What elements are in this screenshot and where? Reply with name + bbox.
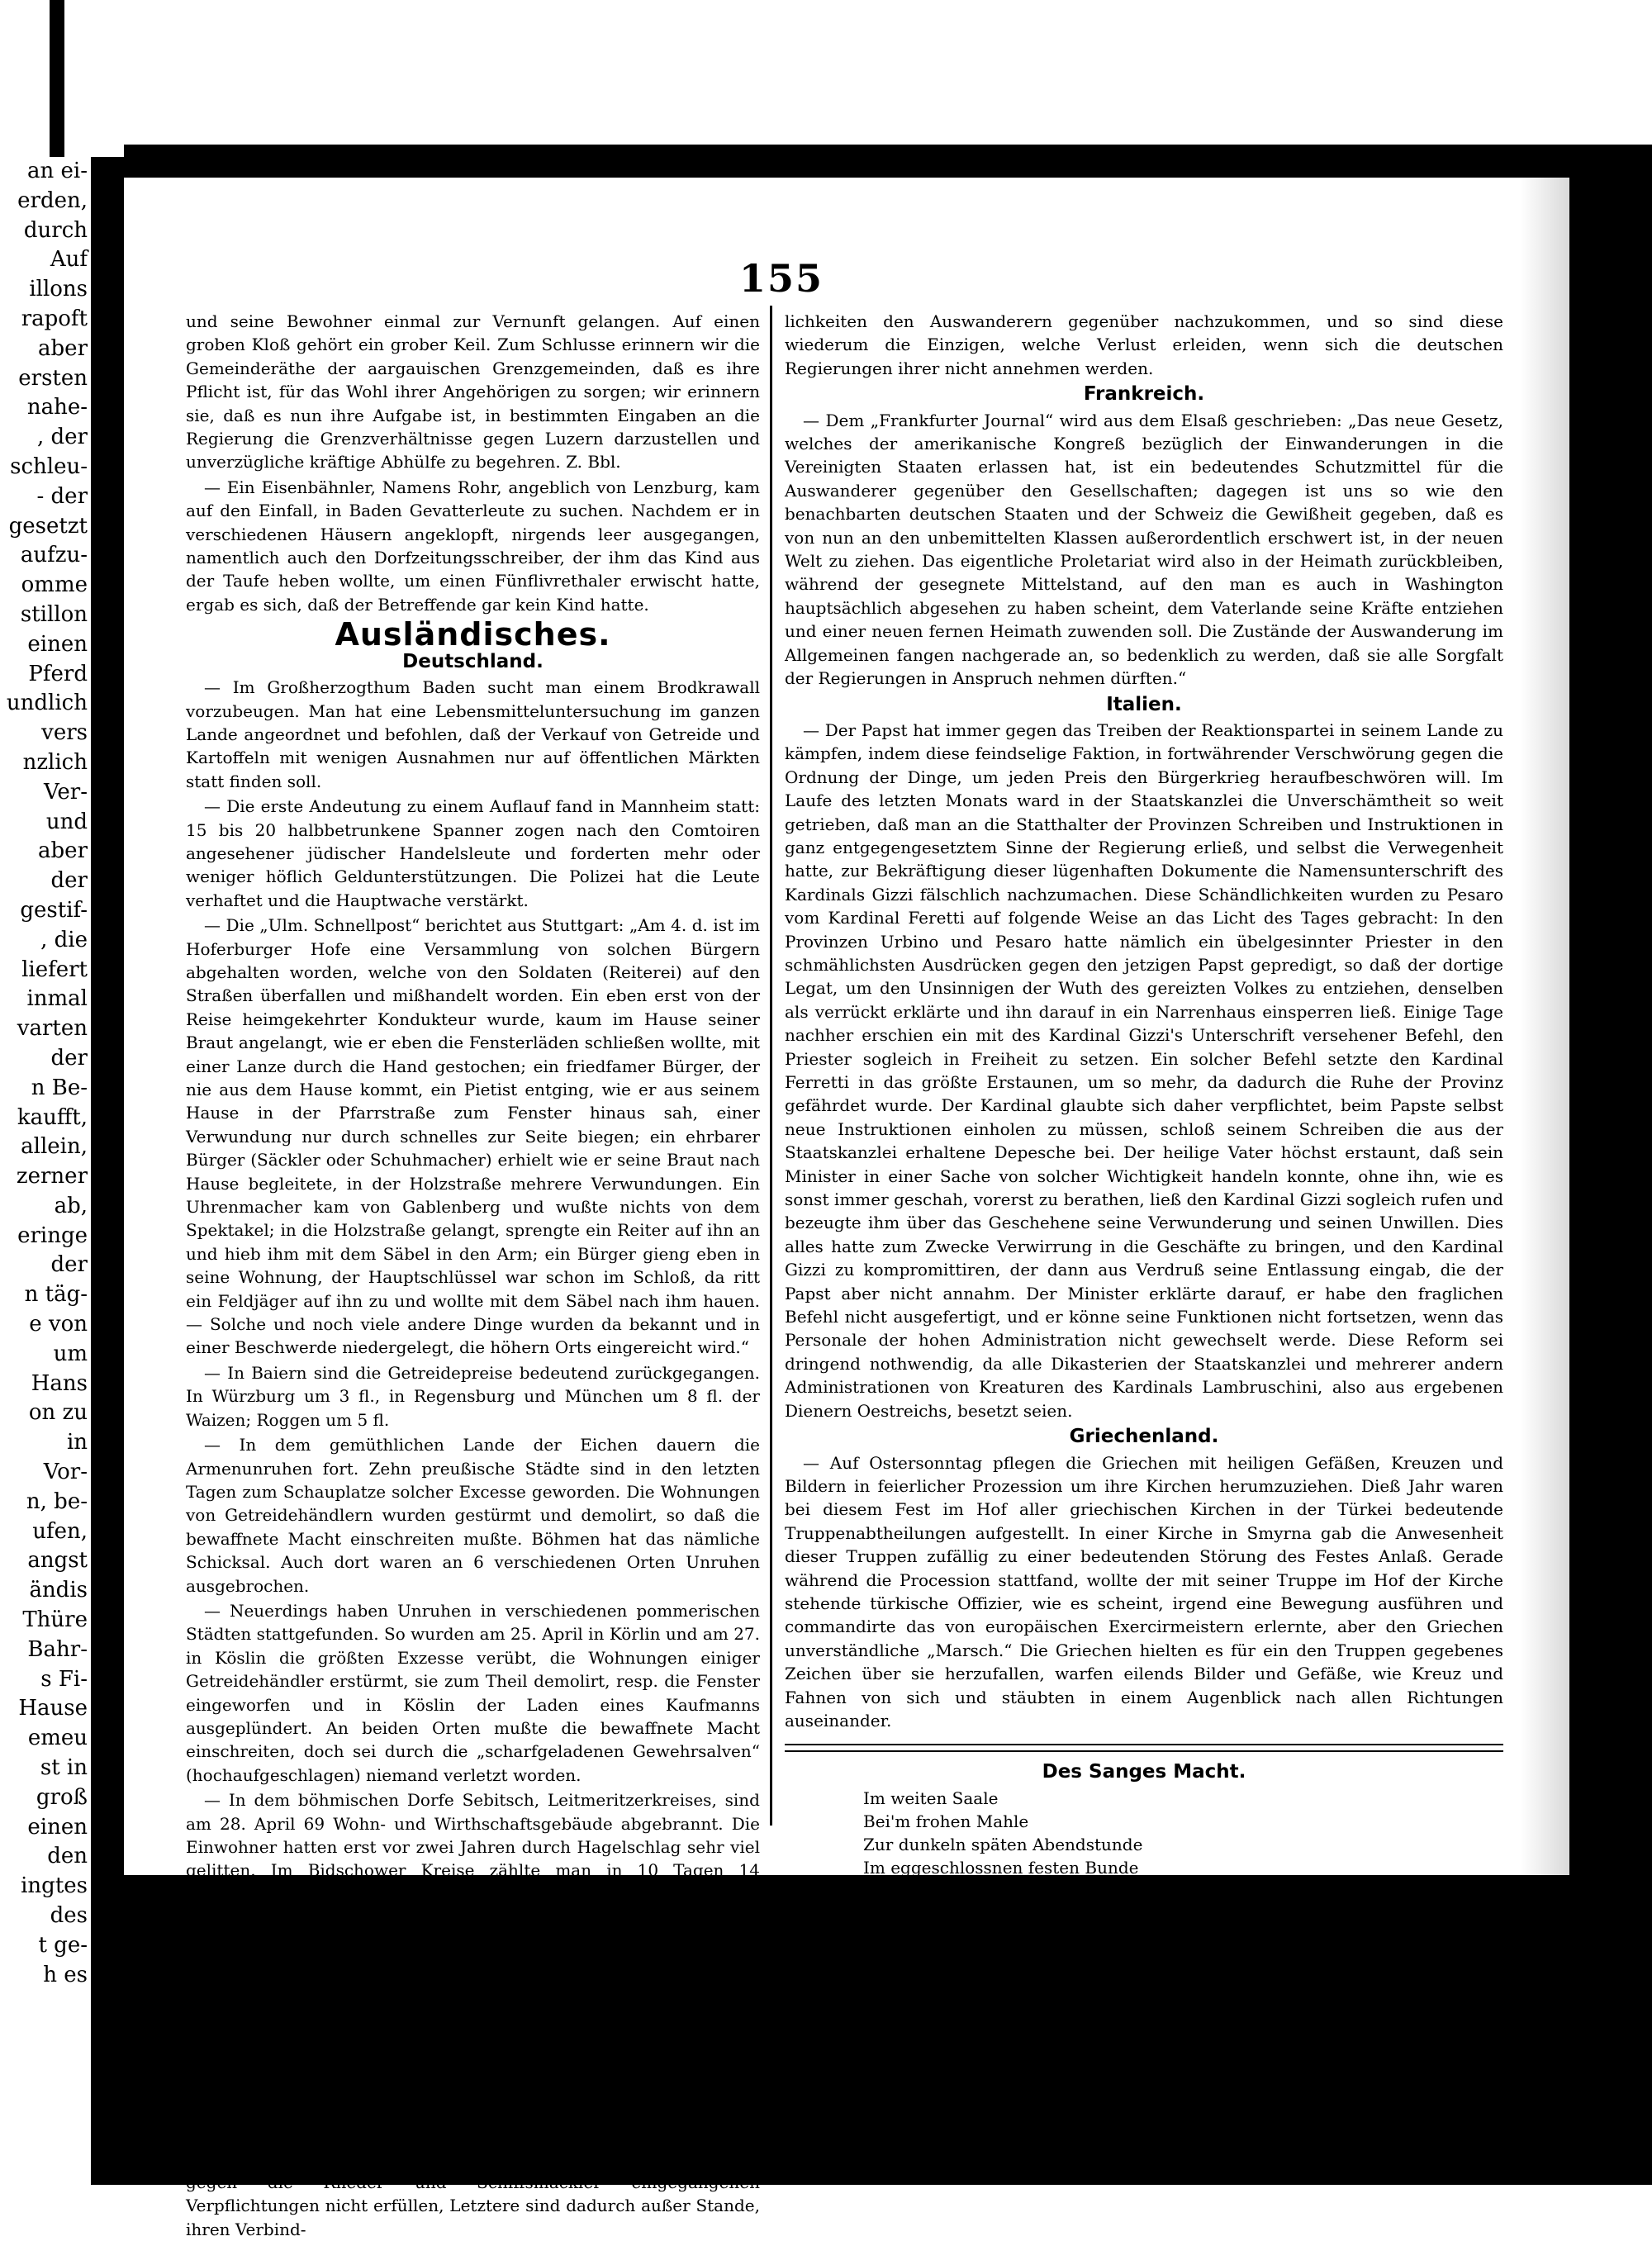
page-curl-shade xyxy=(1520,178,1569,1875)
subsection-griechenland: Griechenland. xyxy=(1069,1426,1219,1448)
facing-page-fragment: - der xyxy=(36,483,88,509)
facing-page-fragment: ingtes xyxy=(21,1873,88,1899)
facing-page-fragment: der xyxy=(50,1045,88,1071)
netherlands-articles xyxy=(186,2053,760,2241)
facing-page-fragment: schleu- xyxy=(10,453,88,479)
facing-page-fragment: ersten xyxy=(18,365,88,391)
facing-page-fragment: Hans xyxy=(31,1370,88,1396)
facing-page-fragment: groß xyxy=(36,1784,88,1810)
facing-page-fragment: Pferd xyxy=(28,661,88,686)
germany-articles xyxy=(186,676,760,2025)
left-column xyxy=(186,310,760,2239)
poem-verses xyxy=(863,1787,1503,1972)
newspaper-page xyxy=(124,178,1569,2239)
article-paragraph: — Die erste Andeutung zu einem Auflauf fand in Mannheim statt: 15 bis 20 halbbetrunkene Spanner zogen nach den Comtoiren angesehener jüdischer Handelsleute und forderten mehr oder weniger höflich Geldunterstützungen. Die Polizei hat die Leute verhaftet und die Hauptwache verstärkt. xyxy=(186,796,760,910)
facing-page-fragment: varten xyxy=(17,1016,88,1042)
facing-page-fragment: nahe- xyxy=(26,395,88,420)
facing-page-fragment: allein, xyxy=(21,1134,88,1160)
double-rule-divider xyxy=(785,1744,1503,1752)
facing-page-fragment: aber xyxy=(38,335,88,361)
article-paragraph: — Ein Eisenbähnler, Namens Rohr, angeblich von Lenzburg, kam auf den Einfall, in Baden Gevatterleute zu suchen. Nachdem er in verschiedenen Häusern angeklopft, nirgends leer ausgegangen, namentlich auch den Dorfzeitungsschreiber, der ihm das Kind aus der Taufe heben wollte, um einen Fünflivrethaler erwischt hatte, ergab es sich, daß der Betreffende gar kein Kind hatte. xyxy=(186,477,760,615)
facing-page-edge xyxy=(0,157,93,1987)
poem-line: Schallt manche Stimme, xyxy=(863,1949,1068,1970)
article-paragraph: — Die „Ulm. Schnellpost“ berichtet aus Stuttgart: „Am 4. d. ist im Hoferburger Hofe eine Versammlung von solchen Bürgern abgehalten worden, welche von den Soldaten (Reiterei) auf den Straßen überfallen und mißhandelt worden. Ein eben erst von der Reise heimgekehrter Kondukteur wurde, kaum im Hause seiner Braut angelangt, wie er eben die Fensterläden schließen wollte, mit einer Lanze durch die Hand gestochen; ein friedfamer Bürger, der nie aus dem Hause kommt, ein Pietist entging, wie er aus seinem Hause in der Pfarrstraße zum Fenster hinaus sah, einer Verwundung nur durch schnelles zur Seite biegen; ein ehrbarer Bürger (Säckler oder Schuhmacher) erhielt wie er seine Braut nach Hause begleitete, in der Holzstraße mehrere Verwundungen. Ein Uhrenmacher kam von Gablenberg und wußte nichts von dem Spektakel; in die Holzstraße gelangt, sprengte ein Reiter auf ihn an und hieb ihm mit dem Säbel in den Arm; ein Bürger gieng eben in seine Wohnung, der Hauptschlüssel war schon im Schloß, da ritt ein Feldjäger auf ihn zu und wollte mit dem Säbel nach ihm hauen. — Solche und noch viele andere Dinge wurden da bekannt und in einer Beschwerde niedergelegt, die höhern Orts eingereicht wird.“ xyxy=(186,915,760,1358)
article-paragraph: — Zehntausend deutsche Auswanderer liegen in Rotterdam, ohne daß sie von den Rhedern fortgeschafft werden können. Die Schiffskapitäne wollen sie selbst zu doppelten Preisen nicht mitnehmen. Durch das neue amerikanische Gesetz sind alle Rechtsverhältnisse verwickelt worden. Die Kapitäne wollen die gegen die Rheder und Schiffsmäckler eingegangenen Verpflichtungen nicht erfüllen, Letztere sind dadurch außer Stande, ihren Verbind- xyxy=(186,2054,760,2239)
subsection-frankreich: Frankreich. xyxy=(1083,383,1205,406)
facing-page-fragment: on zu xyxy=(28,1400,88,1426)
poem-line: Und dünken sich die Herren der weiten Gotteswelt. xyxy=(863,1903,1298,1924)
facing-page-fragment: einen xyxy=(27,631,88,657)
section-title-auslaendisches: Ausländisches. xyxy=(335,616,611,653)
article-paragraph: — Auf Ostersonntag pflegen die Griechen mit heiligen Gefäßen, Kreuzen und Bildern in feierlicher Prozession um ihre Kirchen herumzuziehen. Dieß Jahr waren bei diesem Fest im Hof aller griechischen Kirchen in der Türkei bedeutende Truppenabtheilungen aufgestellt. In einer Kirche in Smyrna gab die Anwesenheit dieser Truppen zufällig zu einer bedeutenden Störung des Festes Anlaß. Gerade während die Procession stattfand, wollte der mit seiner Truppe im Hof der Kirche stehende türkische Offizier, wie es scheint, irgend eine Bewegung ausführen und commandirte das von europäischen Exercirmeistern erlernte, aber den Griechen unverständliche „Marsch.“ Die Griechen hielten es für ein den Truppen gegebenes Zeichen über sie herzufallen, warfen eilends Bilder und Gefäße, wie Kreuz und Fahnen von sich und stäubten in einem Augenblick nach allen Richtungen auseinander. xyxy=(785,1452,1503,1731)
facing-page-fragment: , die xyxy=(40,927,88,952)
facing-page-fragment: in xyxy=(66,1430,88,1455)
left-intro-articles xyxy=(186,310,760,616)
poem-line: Im eggeschlossnen festen Bunde xyxy=(863,1857,1139,1878)
article-paragraph: — In dem böhmischen Dorfe Sebitsch, Leitmeritzerkreises, sind am 28. April 69 Wohn- und Wirthschaftsgebäude abgebrannt. Die Einwohner hatten erst vor zwei Jahren durch Hagelschlag sehr viel gelitten. Im Bidschower Kreise zählte man in 10 Tagen 14 Feuerbrünste. xyxy=(186,1790,760,1904)
facing-page-fragment: aber xyxy=(38,838,88,864)
facing-page-fragment: der xyxy=(50,1252,88,1278)
facing-page-fragment: h es xyxy=(43,1962,88,1987)
facing-page-fragment: Auf xyxy=(50,247,88,273)
greece-articles xyxy=(785,1451,1503,1733)
facing-page-fragment: ab, xyxy=(54,1193,88,1218)
facing-page-fragment: ufen, xyxy=(32,1518,88,1544)
italy-articles xyxy=(785,719,1503,1422)
facing-page-fragment: nzlich xyxy=(22,749,88,775)
article-paragraph: — In dem gemüthlichen Lande der Eichen dauern die Armenunruhen fort. Zehn preußische Städte sind in den letzten Tagen zum Schauplatze solcher Excesse geworden. Die Wohnungen von Getreidehändlern wurden gestürmt und demolirt, so daß die bewaffnete Macht einschreiten mußte. Böhmen hat das nämliche Schicksal. Auch dort waren an 6 verschiedenen Orten Unruhen ausgebrochen. xyxy=(186,1435,760,1596)
facing-page-fragment: n Be- xyxy=(31,1075,88,1100)
article-paragraph: und seine Bewohner einmal zur Vernunft gelangen. Auf einen groben Kloß gehört ein grober Keil. Zum Schlusse erinnern wir die Gemeinderäthe der aargauischen Grenzgemeinden, daß es ihre Pflicht ist, für das Wohl ihrer Angehörigen zu sorgen; wir erinnern sie, daß es nun ihre Aufgabe ist, in bestimmten Eingaben an die Regierung die Grenzverhältnisse gegen Luzern darzustellen und unverzügliche kräftige Abhülfe zu begehren. Z. Bbl. xyxy=(186,311,760,472)
facing-page-fragment: gesetzt xyxy=(8,513,88,539)
article-paragraph: — Der Papst hat immer gegen das Treiben der Reaktionspartei in seinem Lande zu kämpfen, indem diese feindselige Faktion, in fortwährender Verschwörung gegen die Ordnung der Dinge, um jeden Preis den Bürgerkrieg heraufbeschwören will. Im Laufe des letzten Monats ward in der Staatskanzlei die Unverschämtheit so weit getrieben, daß man an die Statthalter der Provinzen Schreiben und Instruktionen in ganz entgegengesetztem Sinne der Regierung erließ, und selbst die Verwegenheit hatte, zur Bekräftigung dieser lügenhaften Dokumente die Namensunterschrift des Kardinals Gizzi fälschlich nachzumachen. Diese Schändlichkeiten wurden zu Pesaro vom Kardinal Feretti auf folgende Weise an das Licht des Tages gebracht: In den Provinzen Urbino und Pesaro hatte nämlich ein übelgesinnter Priester in den schmählichsten Ausdrücken gegen den jetzigen Papst gepredigt, so daß der dortige Legat, um den Unsinnigen der Wuth des gereizten Volkes zu entziehen, denselben als verrückt erklärte und ihn darauf in ein Narrenhaus einsperren ließ. Einige Tage nachher erschien ein mit des Kardinal Gizzi's Unterschrift versehener Befehl, den Priester sogleich in Freiheit zu setzen. Ein solcher Befehl setzte den Kardinal Ferretti in das größte Erstaunen, um so mehr, da dadurch die Ruhe der Provinz gefährdet wurde. Der Kardinal glaubte sich daher verpflichtet, beim Papste selbst neue Instruktionen einholen zu müssen, schloß seinem Schreiben die aus der Staatskanzlei erhaltene Depesche bei. Der heilige Vater höchst erstaunt, daß sein Minister in einer Sache von solcher Wichtigkeit handeln konnte, ohne ihn, wie es sonst immer geschah, vorerst zu berathen, ließ den Kardinal Gizzi sogleich rufen und bezeugte ihm über das Geschehene seine Verwunderung und seinen Unwillen. Dies alles hatte zum Zwecke Verwirrung in die Geschäfte zu bringen, und den Kardinal Gizzi zu kompromittiren, der dann aus Verdruß seine Entlassung eingab, die der Papst aber nicht annahm. Der Minister erklärte darauf, er habe den fraglichen Befehl nicht ausgefertigt, und er könne seine Funktionen nicht fortsetzen, wenn das Personale der hohen Administration nicht gewechselt werde. Diese Reform sei dringend nothwendig, da alle Dikasterien der Staatskanzlei und mehrerer andern Administrationen von Kreaturen des Kardinals Lambruschini, also aus ergebenen Dienern Oestreichs, besetzt seien. xyxy=(785,719,1503,1421)
page-number: 155 xyxy=(739,256,824,301)
france-articles xyxy=(785,409,1503,691)
poem-title: Des Sanges Macht. xyxy=(1042,1761,1246,1783)
facing-page-fragment: Thüre xyxy=(22,1607,88,1633)
facing-page-fragment: n, be- xyxy=(26,1488,88,1514)
article-paragraph: — Infanterie und Kavallerie stehen in Hessen-Darmstadt auf dem Piket weil man Emeuten fürchtet. Der Staatsminister, Freiherr du Thil, soll Drohbriefe erhalten haben und in den letzten Nächten wurde das Haus des Bürgermeisters in besondern polizeilichen Schutz genommen. xyxy=(186,1909,760,2023)
facing-page-fragment: durch xyxy=(23,217,88,243)
facing-page-fragment: rapoft xyxy=(21,306,88,331)
facing-page-fragment: Hause xyxy=(18,1696,88,1721)
article-paragraph: — Im Großherzogthum Baden sucht man einem Brodkrawall vorzubeugen. Man hat eine Lebensmitteluntersuchung im ganzen Lande angeordnet und befohlen, daß der Verkauf von Getreide und Kartoffeln mit wenigen Ausnahmen nur auf öffentlichen Märkten statt finden soll. xyxy=(186,677,760,791)
facing-page-fragment: vers xyxy=(41,720,88,746)
facing-page-fragment: ändis xyxy=(29,1578,88,1603)
page-gutter xyxy=(91,157,124,1908)
facing-page-fragment: eringe xyxy=(17,1223,88,1248)
facing-page-fragment: erden, xyxy=(17,188,88,213)
facing-page-fragment: s Fi- xyxy=(40,1666,88,1692)
facing-page-fragment: stillon xyxy=(20,601,88,627)
facing-page-fragment: Vor- xyxy=(43,1460,88,1485)
article-paragraph: — Dem „Frankfurter Journal“ wird aus dem Elsaß geschrieben: „Das neue Gesetz, welches der amerikanische Kongreß bezüglich der Einwanderungen in die Vereinigten Staaten erlassen hat, ist ein bedeutendes Schutzmittel für die Auswanderer gegenüber den Gesellschaften; dagegen ist uns so wie den benachbarten deutschen Staaten und der Schweiz die Gewißheit gegeben, daß es von nun an den unbemittelten Klassen außerordentlich erschwert ist, in der neuen Welt zu ziehen. Das eigentliche Proletariat wird also in der Heimath zurückbleiben, während der gesegnete Mittelstand, auf den man es auch in Washington hauptsächlich abgesehen zu haben scheint, dem Vaterlande seine Kräfte entziehen und einer neuen fernen Heimath zuwenden soll. Die Zustände der Auswanderung im Allgemeinen fangen nachgerade an, so bedenklich zu werden, daß sie alle Sorgfalt der Regierungen in Anspruch nehmen dürften.“ xyxy=(785,410,1503,689)
right-intro-continuation xyxy=(785,310,1503,380)
facing-page-fragment: und xyxy=(45,809,88,834)
poem-line: Im wüsten Grimme xyxy=(863,1926,1024,1947)
facing-page-fragment: den xyxy=(47,1844,88,1869)
facing-page-fragment: um xyxy=(53,1341,88,1366)
poem-line: Zur dunkeln späten Abendstunde xyxy=(863,1834,1143,1854)
facing-page-fragment: undlich xyxy=(6,691,88,716)
facing-page-fragment: des xyxy=(50,1903,88,1929)
facing-page-fragment: an ei- xyxy=(27,159,88,183)
facing-page-fragment: inmal xyxy=(26,986,88,1012)
subsection-niederlande: Niederlande. xyxy=(404,2028,542,2050)
facing-page-fragment: omme xyxy=(21,572,88,598)
poem-line: Bei'm frohen Mahle xyxy=(863,1811,1029,1831)
facing-page-fragment: gestif- xyxy=(20,897,88,923)
subsection-deutschland: Deutschland. xyxy=(402,650,544,672)
subsection-italien: Italien. xyxy=(1106,693,1182,715)
facing-page-fragment: angst xyxy=(27,1548,88,1574)
article-paragraph: — Neuerdings haben Unruhen in verschiedenen pommerischen Städten stattgefunden. So wurden am 25. April in Körlin und am 27. in Köslin die größten Exzesse verübt, die Wohnungen einiger Getreidehändler erstürmt, sie zum Theil demolirt, resp. die Fenster eingeworfen und in Köslin der Laden eines Kaufmanns ausgeplündert. An beiden Orten mußte die bewaffnete Macht einschreiten, doch sei durch die „scharfgeladenen Gewehrsalven“ (hochaufgeschlagen) niemand verletzt worden. xyxy=(186,1600,760,1785)
facing-page-fragment: liefert xyxy=(21,957,88,982)
facing-page-fragment: kaufft, xyxy=(17,1104,88,1130)
poem-line: Da sitzen mächt'ge Grafen, von Uebermuth geschwellt, xyxy=(863,1880,1328,1901)
facing-page-fragment: e von xyxy=(29,1312,88,1337)
article-paragraph: lichkeiten den Auswanderern gegenüber nachzukommen, und so sind diese wiederum die Einzigen, welche Verlust erleiden, wenn sich die deutschen Regierungen ihrer nicht annehmen werden. xyxy=(785,311,1503,378)
right-column xyxy=(785,310,1503,1970)
facing-page-fragment: Ver- xyxy=(44,779,88,805)
facing-page-fragment: emeu xyxy=(27,1726,88,1751)
column-divider xyxy=(770,306,772,1826)
article-paragraph: — In Baiern sind die Getreidepreise bedeutend zurückgegangen. In Würzburg um 3 fl., in Regensburg und München um 8 fl. der Waizen; Roggen um 5 fl. xyxy=(186,1362,760,1430)
facing-page-fragment: aufzu- xyxy=(20,543,88,568)
facing-page-fragment: einen xyxy=(27,1814,88,1840)
facing-page-fragment: illons xyxy=(29,277,88,302)
facing-page-fragment: , der xyxy=(37,425,88,450)
poem-line: Im weiten Saale xyxy=(863,1788,999,1808)
facing-page-fragment: st in xyxy=(40,1755,88,1781)
facing-page-fragment: n täg- xyxy=(24,1282,88,1308)
facing-page-fragment: zerner xyxy=(16,1164,88,1189)
scan-border-top xyxy=(124,145,1652,178)
facing-page-fragment: Bahr- xyxy=(27,1636,88,1662)
facing-page-fragment: t ge- xyxy=(38,1932,88,1958)
facing-page-fragment: der xyxy=(50,868,88,894)
